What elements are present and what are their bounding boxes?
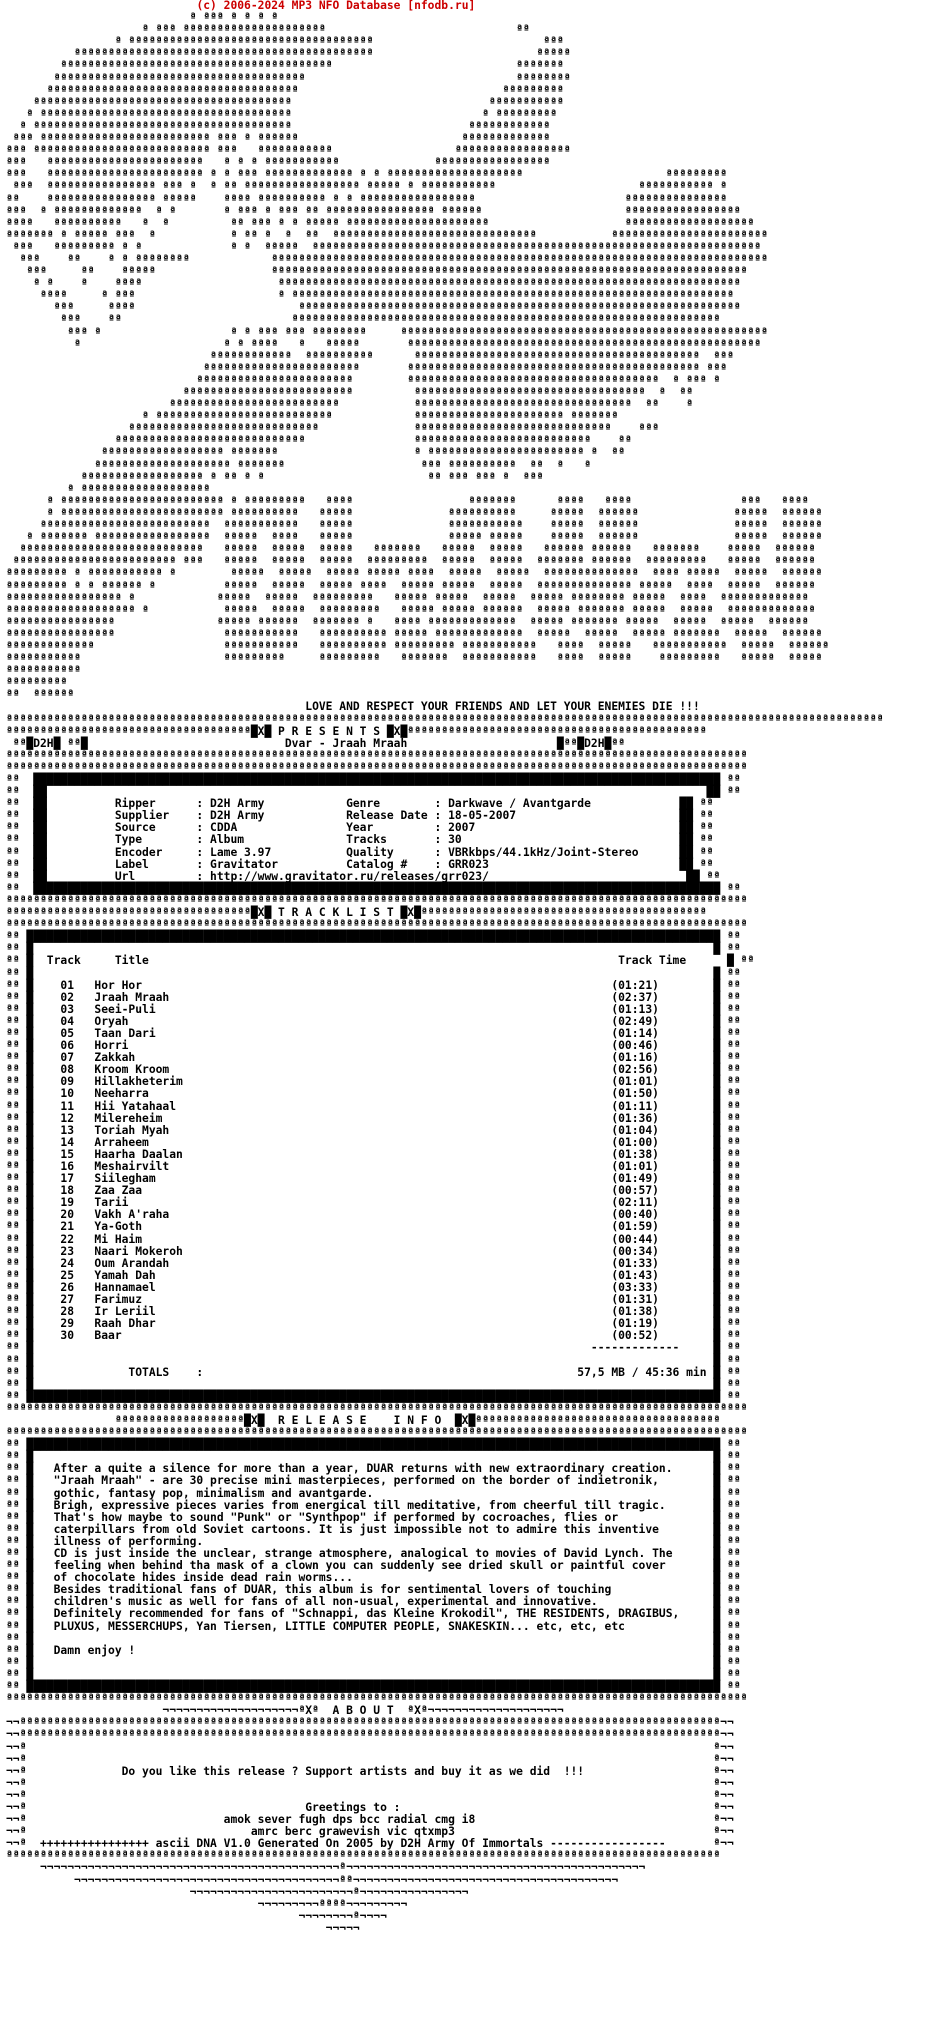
info-row: ªª ██ Type : Album Tracks : 30 ██ ªª [6, 833, 714, 847]
divider: ªªªªªªªªªªªªªªªªªªªªªªªªªªªªªªªªªªªªªªªªªªªªªªªªªªªªªªªªªªªªªªªªªªªªªªªªªªªªªªªªªªªªªªªªªªªªªªªªªªªªªªªªªªªªª [6, 1426, 748, 1440]
divider: ªªªªªªªªªªªªªªªªªªªªªªªªªªªªªªªªªªªªªªªªªªªªªªªªªªªªªªªªªªªªªªªªªªªªªªªªªªªªªªªªªªªªªªªªªªªªªªªªªªªªªªªªªªªªª [6, 760, 748, 774]
presents-divider: ªªªªªªªªªªªªªªªªªªªªªªªªªªªªªªªªªªªªªªªªªªªªªªªªªªªªªªªªªªªªªªªªªªªªªªªªªªªªªªªªªªªªªªªªªªªªªªªªªªªªªªªªªªªªªªªªªªªªªªªªªªªªªªªªª [6, 712, 884, 726]
track-row: ªª █ 03 Seei-Puli (01:13) █ ªª [6, 1002, 741, 1016]
info-row: ªª ██ Source : CDDA Year : 2007 ██ ªª [6, 821, 714, 835]
info-row: ªª ██ Ripper : D2H Army Genre : Darkwave / Avantgarde ██ ªª [6, 797, 714, 811]
box-bottom: ªª ██████████████████████████████████████████████████████████████████████████████████████████████████████ ªª [6, 1389, 741, 1403]
ascii-art-line: ªªªªªªªªªªªªªªªª ªªªªª ªªªªªª ªªªªªªª ª ªªªª ªªªªªªªªªªªªª ªªªªª ªªªªªªª ªªªªª ªªªªª ªªªªª ªªªªªª [6, 615, 809, 629]
box-top: ªª █████████████████████████████████████████████████████████████████████████████████████████████████████ ªª [6, 773, 741, 786]
track-row: ªª █ 24 Oum Arandah (01:33) █ ªª [6, 1256, 741, 1270]
release-info-title-line: ªªªªªªªªªªªªªªªªªªª█X█ R E L E A S E I N F O █X█ªªªªªªªªªªªªªªªªªªªªªªªªªªªªªªªªªªªª [6, 1413, 721, 1427]
track-row: ªª █ 06 Horri (00:46) █ ªª [6, 1039, 741, 1053]
ascii-art-line: ªªªªªªªªªªªªªªªªªªªªªªª ªªªªªªªªªªªªªªªªªªªªªªªªªªªªªªªªªªªªªªªªªªª ªªª [6, 361, 727, 375]
release-info-text: ªª █ █ ªª [6, 1631, 741, 1645]
ascii-art-line: ªªªªªªªªªªªªªªªªªªªªªªªªªªªªªªªªªªªªªªªªªªªª ªªªªª [6, 47, 571, 61]
ascii-art-line: ªªªªªªªªªªªªª ªªªªªªªªªªª ªªªªªªªªªª ªªªªªªªªª ªªªªªªªªªªª ªªªª ªªªªª ªªªªªªªªªªª ªªªªª ªªªªªª [6, 639, 829, 653]
ascii-art-line: ª ª ª ªªªª ª ªªªªª ªªªªªªªªªªªªªªªªªªªªªªªªªªªªªªªªªªªªªªªªªªªªªªªªªªªª [6, 337, 761, 351]
box-top: ªª ██████████████████████████████████████████████████████████████████████████████████████████████████████ ªª [6, 1438, 741, 1452]
ascii-art-line: ªªª ªªªªªªªªªªªªªªªªªªªªªªª ª ª ª ªªªªªªªªªªª ªªªªªªªªªªªªªªªªª [6, 156, 551, 170]
divider: ¬¬¬¬¬¬¬¬¬¬¬¬¬¬¬¬¬¬¬¬¬¬¬¬¬¬¬¬¬¬¬¬¬¬¬¬¬¬¬¬¬¬¬¬ª¬¬¬¬¬¬¬¬¬¬¬¬¬¬¬¬¬¬¬¬¬¬¬¬¬¬¬¬¬¬¬¬¬¬¬¬¬¬¬¬¬¬¬¬ [6, 1861, 646, 1875]
track-row: ªª █ 25 Yamah Dah (01:43) █ ªª [6, 1268, 741, 1282]
ascii-art-line: ªªªªªªªªªªªªªªªªªªªªªªª ªªªªªªªªªªªªªªªªªªªªªªªªªªªªªªªªªªªªª ª ªªª ª [6, 373, 721, 387]
about-edge: ¬¬ª ª¬¬ [6, 1740, 734, 1754]
ascii-logo-art [6, 12, 922, 701]
ascii-art-line: ªªª ªªªªªªªªªªªªªªªª ªªª ª ª ªª ªªªªªªªªªªªªªªªªª ªªªªª ª ªªªªªªªªªªª ªªªªªªªªªªª ª [6, 180, 727, 194]
info-row: ªª ██ Encoder : Lame 3.97 Quality : VBRkbps/44.1kHz/Joint-Stereo ██ ªª [6, 845, 714, 859]
release-info-text: ªª █ caterpillars from old Soviet cartoons. It is just impossible not to admire this inventive █ ªª [6, 1522, 741, 1536]
track-row: ªª █ 04 Oryah (02:49) █ ªª [6, 1014, 741, 1028]
release-info-text: ªª █ CD is just inside the unclear, strange atmosphere, analogical to movies of David Lynch. The █ ªª [6, 1547, 741, 1560]
nfo-document [6, 0, 922, 1935]
ascii-art-line: ªªªªªªª ª ªªªªª ªªª ª ª ªª ª ª ªª ªªªªªªªªªªªªªªªªªªªªªªªªªªªªªª ªªªªªªªªªªªªªªªªªªªªªªª [6, 228, 768, 242]
track-row: ªª █ 27 Farimuz (01:31) █ ªª [6, 1293, 741, 1307]
divider: ¬¬¬¬¬¬¬¬¬¬¬¬¬¬¬¬¬¬¬¬¬¬¬¬¬¬¬¬¬¬¬¬¬¬¬¬¬¬¬ªª¬¬¬¬¬¬¬¬¬¬¬¬¬¬¬¬¬¬¬¬¬¬¬¬¬¬¬¬¬¬¬¬¬¬¬¬¬¬¬ [6, 1873, 619, 1887]
release-info-text: ªª █ Definitely recommended for fans of "Schnappi, das Kleine Krokodil", THE RESIDENTS, DRAGIBUS, █ ªª [6, 1607, 741, 1621]
release-info-text: ªª █ Besides traditional fans of DUAR, this album is for sentimental lovers of touching █ ªª [6, 1583, 741, 1597]
support-line: ¬¬ª Do you like this release ? Support artists and buy it as we did !!! ª¬¬ [6, 1764, 734, 1778]
ascii-art-line: ªªªªªªªªªªªªªªªªªªªªªªªªªªªªªªªªªªªªª ªªªªªªªªª [6, 83, 564, 97]
track-row: ªª █ 09 Hillakheterim (01:01) █ ªª [6, 1075, 741, 1089]
release-info-text: ªª █ feeling when behind tha mask of a clown you can suddenly see dried skull or paintful cover █ ªª [6, 1559, 741, 1573]
box-edge: ªª █ ------------- █ ªª [6, 1341, 741, 1355]
release-info-text: ªª █ illness of performing. █ ªª [6, 1534, 741, 1548]
slogan-line [6, 701, 922, 713]
ascii-art-line: ª ªªªªªªªªªªªªªªªªªªªªªªªªªªªªªªªªªªªª ªªª [6, 35, 564, 49]
box-top: ªª ██████████████████████████████████████████████████████████████████████████████████████████████████████ ªª [6, 930, 741, 944]
release-info-text: ªª █ Brigh, expressive pieces varies from energical till meditative, from cheerful till tragic. █ ªª [6, 1498, 741, 1512]
greetings-title: ¬¬ª Greetings to : ª¬¬ [6, 1800, 734, 1814]
divider: ªªªªªªªªªªªªªªªªªªªªªªªªªªªªªªªªªªªªªªªªªªªªªªªªªªªªªªªªªªªªªªªªªªªªªªªªªªªªªªªªªªªªªªªªªªªªªªªªªªªªªªªªªªªªª [6, 748, 748, 762]
track-row: ªª █ 13 Toriah Myah (01:04) █ ªª [6, 1123, 741, 1137]
track-row: ªª █ 21 Ya-Goth (01:59) █ ªª [6, 1220, 741, 1234]
divider: ¬¬¬¬¬¬¬¬ª¬¬¬¬ [6, 1909, 387, 1923]
about-edge: ¬¬ª ª¬¬ [6, 1776, 734, 1790]
divider: ªªªªªªªªªªªªªªªªªªªªªªªªªªªªªªªªªªªªªªªªªªªªªªªªªªªªªªªªªªªªªªªªªªªªªªªªªªªªªªªªªªªªªªªªªªªªªªªªªªªªªªªªªªªªª [6, 1692, 748, 1706]
ascii-art-line: ªªª ªª ªªªªªªªªªªªªªªªªªªªªªªªªªªªªªªªªªªªªªªªªªªªªªªªªªªªªªªªªªªªªªªª [6, 313, 721, 327]
release-info-text: ªª █ children's music as well for fans of all non-usual, experimental and innovative. █ ªª [6, 1595, 741, 1609]
ascii-art-line: ª ªªª ªªªªªªªªªªªªªªªªªªªªª ªª [6, 23, 530, 37]
ascii-art-line: ª ªªª ª ª ª ª [6, 11, 279, 25]
ascii-art-line: ªªªªªªªªªªªªªªªª ªªªªªªªªªªª ªªªªªªªªªª ªªªªª ªªªªªªªªªªªªª ªªªªª ªªªªª ªªªªª ªªªªªªª ªªªªª ªªªªªª [6, 627, 823, 641]
about-edge: ¬¬ª ª¬¬ [6, 1788, 734, 1802]
ascii-art-line: ªªªªªªªªªªªªªªªªªªªªªªªªª ªªªªªªªªªªªªªªªªªªªªªªªªªªªªªªªªªª ª ªª [6, 386, 693, 399]
ascii-art-line: ªªªª ªªªªªªªªªª ª ª ªª ªªª ª ª ªªªªª ªªªªªªªªªªªªªªªªªªªªª ªªªªªªªªªªªªªªªªªªª [6, 216, 755, 230]
ascii-art-line: ªªªªªªªªªªªªªªªªª ª ªªªªª ªªªªª ªªªªªªªªª ªªªªª ªªªªª ªªªªª ªªªªª ªªªªªªªª ªªªªª ªªªª ªªªªªªªªªªªªª [6, 591, 809, 605]
divider: ¬¬¬¬¬¬¬¬¬¬¬¬¬¬¬¬¬¬¬¬¬¬¬¬ª¬¬¬¬¬¬¬¬¬¬¬¬¬¬¬¬ [6, 1885, 469, 1899]
divider: ¬¬¬¬¬ [6, 1921, 360, 1935]
track-row: ªª █ 10 Neeharra (01:50) █ ªª [6, 1087, 741, 1101]
ascii-art-line: ª ª ª ªªªª ªªªªªªªªªªªªªªªªªªªªªªªªªªªªªªªªªªªªªªªªªªªªªªªªªªªªªªªªªªªªªªªªªªªª [6, 277, 741, 291]
ascii-art-line: ªªªªªªªªªªªªªªªªªªªªªªªªªªªª ªªªªªªªªªªªªªªªªªªªªªªªªªª ªª [6, 434, 632, 448]
box-bottom: ªª █████████████████████████████████████████████████████████████████████████████████████████████████████ ªª [6, 881, 741, 895]
ascii-art-line: ªªªªªªªªª ª ªªªªªªªªªªª ª ªªªªª ªªªªª ªªªªª ªªªªª ªªªª ªªªªª ªªªªª ªªªªªªªªªªªªªª ªªªª ªªªªª ªªªªª ªªªªªª [6, 567, 823, 581]
divider: ªªªªªªªªªªªªªªªªªªªªªªªªªªªªªªªªªªªªªªªªªªªªªªªªªªªªªªªªªªªªªªªªªªªªªªªªªªªªªªªªªªªªªªªªªªªªªªªªªªªªªªªªªªªªª [6, 1401, 748, 1415]
info-row: ªª ██ Label : Gravitator Catalog # : GRR023 ██ ªª [6, 857, 714, 871]
box-edge: ªª ██ ██ ªª [6, 785, 741, 799]
ascii-art-line: ªªªª ª ªªª ª ªªªªªªªªªªªªªªªªªªªªªªªªªªªªªªªªªªªªªªªªªªªªªªªªªªªªªªªªªªªªªªªªª [6, 289, 734, 303]
box-edge: ªª █ █ ªª [6, 1667, 741, 1681]
track-row: ªª █ 05 Taan Dari (01:14) █ ªª [6, 1026, 741, 1040]
track-row: ªª █ 08 Kroom Kroom (02:56) █ ªª [6, 1063, 741, 1077]
track-row: ªª █ 15 Haarha Daalan (01:38) █ ªª [6, 1147, 741, 1161]
release-info-text: ªª █ gothic, fantasy pop, minimalism and avantgarde. █ ªª [6, 1486, 741, 1500]
ascii-art-line: ªªªªªªªªªªªªªªªªªªªªªªªª ªªª ªªªªª ªªªªª ªªªªª ªªªªªªªªª ªªªªª ªªªªª ªªªªªªª ªªªªªª ªªªªªªªªª ªªªªª ªªªªªª [6, 555, 816, 569]
ascii-art-line: ªªªªªªªªªªªªªªªªªªªªªªªªªªªª ªªªªªªªªªªªªªªªªªªªªªªªªªªªªª ªªª [6, 422, 659, 436]
track-row: ªª █ 11 Hii Yatahaal (01:11) █ ªª [6, 1099, 741, 1113]
ascii-art-line: ªªª ªª ªªªªª ªªªªªªªªªªªªªªªªªªªªªªªªªªªªªªªªªªªªªªªªªªªªªªªªªªªªªªªªªªªªªªªªªªªªªª [6, 265, 748, 279]
track-row: ªª █ 14 Arraheem (01:00) █ ªª [6, 1135, 741, 1149]
track-row: ªª █ 29 Raah Dhar (01:19) █ ªª [6, 1317, 741, 1331]
greetings-line: ¬¬ª amrc berc grawevish vic qtxmp3 ª¬¬ [6, 1825, 734, 1839]
ascii-art-line: ªªªªªªªªªªªªªªªªªª ªªªªªªª ª ªªªªªªªªªªªªªªªªªªªªªªª ª ªª [6, 446, 625, 460]
ascii-art-line: ª ªªªªªªªªªªªªªªªªªªªªªªªª ªªªªªªªªªª ªªªªª ªªªªªªªªªª ªªªªª ªªªªªª ªªªªª ªªªªªª [6, 506, 823, 520]
ascii-art-line: ªªªªªªªªªªªªªªªªªª ª ªª ª ª ªª ªªª ªªª ª ªªª [6, 470, 544, 484]
ascii-art-line: ª ªªªªªªªªªªªªªªªªªªª [6, 482, 211, 496]
about-title-line: ¬¬¬¬¬¬¬¬¬¬¬¬¬¬¬¬¬¬¬¬ªXª A B O U T ªXª¬¬¬¬¬¬¬¬¬¬¬¬¬¬¬¬¬¬¬¬ [6, 1704, 564, 1718]
ascii-art-line: ªªªªªªªªªªªª ªªªªªªªªªª ªªªªªªªªªªªªªªªªªªªªªªªªªªªªªªªªªªªªªªªªªª ªªª [6, 349, 734, 363]
info-url-row[interactable]: ªª ██ Url : http://www.gravitator.ru/releases/grr023/ ██ ªª [6, 869, 721, 883]
release-info-text: ªª █ "Jraah Mraah" - are 30 precise mini masterpieces, performed on the border of indietronik, █ ªª [6, 1474, 741, 1488]
box-edge: ªª █ █ ªª [6, 1353, 741, 1367]
ascii-art-line: ªªªªªªªªªªª ªªªªªªªªª ªªªªªªªªª ªªªªªªª ªªªªªªªªªªª ªªªª ªªªªª ªªªªªªªªª ªªªªª ªªªªª [6, 652, 823, 666]
divider: ¬¬ªªªªªªªªªªªªªªªªªªªªªªªªªªªªªªªªªªªªªªªªªªªªªªªªªªªªªªªªªªªªªªªªªªªªªªªªªªªªªªªªªªªªªªªªªªªªªªªªªªªªªªª¬¬ [6, 1716, 734, 1730]
track-row: ªª █ 16 Meshairvilt (01:01) █ ªª [6, 1160, 741, 1173]
ascii-art-line: ªªª ªªªªªªªªªªªªªªªªªªªªªªªªª ªªª ª ªªªªªª ªªªªªªªªªªªªª [6, 132, 551, 146]
track-row: ªª █ 07 Zakkah (01:16) █ ªª [6, 1051, 741, 1065]
ascii-art-line: ªªª ªªªªªªªªªªªªªªªªªªªªªªª ª ª ªªª ªªªªªªªªªªªªª ª ª ªªªªªªªªªªªªªªªªªªªª ªªªªªªªªª [6, 168, 727, 182]
box-edge: ªª █ █ ªª [6, 942, 741, 956]
ascii-art-line: ªª ªªªªªª [6, 688, 75, 702]
ascii-art-line: ªªªªªªªªªªªªªªªªªªªª ªªªªªªª ªªª ªªªªªªªªªª ªª ª ª [6, 458, 591, 472]
ascii-art-line: ªªª ª ª ª ªªª ªªª ªªªªªªªª ªªªªªªªªªªªªªªªªªªªªªªªªªªªªªªªªªªªªªªªªªªªªªªªªªªªªªª [6, 325, 768, 339]
release-info-text: ªª █ That's how maybe to sound "Punk" or "Synthpop" if performed by cocroaches, flies or █ ªª [6, 1510, 741, 1524]
ascii-art-line: ªªª ªªªªªªªªª ª ª ª ª ªªªªª ªªªªªªªªªªªªªªªªªªªªªªªªªªªªªªªªªªªªªªªªªªªªªªªªªªªªªªªªªªªªªªªªªª [6, 240, 761, 254]
divider: ªªªªªªªªªªªªªªªªªªªªªªªªªªªªªªªªªªªªªªªªªªªªªªªªªªªªªªªªªªªªªªªªªªªªªªªªªªªªªªªªªªªªªªªªªªªªªªªªªªªªªªªªªªªªª [6, 918, 748, 932]
ascii-art-line: ªªªªªªªªªªªªªªªªªªªªªªªªª ªªªªªªªªªªª ªªªªª ªªªªªªªªªªª ªªªªª ªªªªªª ªªªªª ªªªªªª [6, 519, 823, 533]
header-link[interactable]: (c) 2006-2024 MP3 NFO Database [nfodb.ru] [196, 0, 476, 12]
greetings-line: ¬¬ª amok sever fugh dps bcc radial cmg i8 ª¬¬ [6, 1813, 734, 1827]
divider: ¬¬ªªªªªªªªªªªªªªªªªªªªªªªªªªªªªªªªªªªªªªªªªªªªªªªªªªªªªªªªªªªªªªªªªªªªªªªªªªªªªªªªªªªªªªªªªªªªªªªªªªªªªªª¬¬ [6, 1728, 734, 1742]
ascii-art-line: ªªªªªªªªªªªªªªªªªªª ª ªªªªª ªªªªª ªªªªªªªªª ªªªªª ªªªªª ªªªªªª ªªªªª ªªªªªªª ªªªªª ªªªªª ªªªªªªªªªªªªª [6, 603, 816, 617]
ascii-art-line: ªªª ª ªªªªªªªªªªªªª ª ª ª ªªª ª ªªª ªª ªªªªªªªªªªªªªªªª ªªªªªª ªªªªªªªªªªªªªªªªª [6, 204, 741, 218]
ascii-art-line: ªªªªªªªªªªªªªªªªªªªªªªªªªªªªªªªªªªªªªªªª ªªªªªªª [6, 59, 564, 73]
divider: ªªªªªªªªªªªªªªªªªªªªªªªªªªªªªªªªªªªªªªªªªªªªªªªªªªªªªªªªªªªªªªªªªªªªªªªªªªªªªªªªªªªªªªªªªªªªªªªªªªªªªªªªª [6, 1849, 721, 1863]
tracklist-title-line: ªªªªªªªªªªªªªªªªªªªªªªªªªªªªªªªªªªªª█X█ T R A C K L I S T █X█ªªªªªªªªªªªªªªªªªªªªªªªªªªªªªªªªªªªªªªªªªª [6, 906, 707, 920]
ascii-art-line: ª ªªªªªªªªªªªªªªªªªªªªªªªªªªªªªªªªªªªªªª ªªªªªªªªªªªª [6, 119, 551, 133]
box-edge: ªª █ █ ªª [6, 1655, 741, 1669]
track-row: ªª █ 12 Milereheim (01:36) █ ªª [6, 1111, 741, 1125]
tracklist-header: ªª █ Track Title Track Time █ ªª [6, 954, 755, 968]
track-row: ªª █ 26 Hannamael (03:33) █ ªª [6, 1280, 741, 1294]
track-row: ªª █ 01 Hor Hor (01:21) █ ªª [6, 978, 741, 992]
box-edge: ªª █ █ ªª [6, 1377, 741, 1391]
ascii-art-line: ª ªªªªªªª ªªªªªªªªªªªªªªªªª ªªªªª ªªªª ªªªªª ªªªªª ªªªªª ªªªªª ªªªªªª ªªªªª ªªªªªª [6, 531, 823, 545]
ascii-art-line: ªª ªªªªªªªªªªªªªªªª ªªªªª ªªªª ªªªªªªªªªª ª ª ªªªªªªªªªªªªªªªªª ªªªªªªªªªªªªªªª [6, 192, 727, 206]
ascii-art-line: ªªª ªªªª ªªªªªªªªªªªªªªªªªªªªªªªªªªªªªªªªªªªªªªªªªªªªªªªªªªªªªªªªªªªªªªªªª [6, 301, 741, 315]
ascii-art-line: ª ªªªªªªªªªªªªªªªªªªªªªªªªªª ªªªªªªªªªªªªªªªªªªªªªª ªªªªªªª [6, 410, 619, 424]
divider: ªªªªªªªªªªªªªªªªªªªªªªªªªªªªªªªªªªªªªªªªªªªªªªªªªªªªªªªªªªªªªªªªªªªªªªªªªªªªªªªªªªªªªªªªªªªªªªªªªªªªªªªªªªªªª [6, 893, 748, 907]
release-info-text: ªª █ PLUXUS, MESSERCHUPS, Yan Tiersen, LITTLE COMPUTER PEOPLE, SNAKESKIN... etc, etc, etc █ ªª [6, 1619, 741, 1633]
release-info-text: ªª █ Damn enjoy ! █ ªª [6, 1643, 741, 1657]
release-title-line: ªª█D2H█ ªª█ Dvar - Jraah Mraah █ªª█D2H█ªª [6, 736, 625, 750]
ascii-art-line: ªªª ªª ª ª ªªªªªªªª ªªªªªªªªªªªªªªªªªªªªªªªªªªªªªªªªªªªªªªªªªªªªªªªªªªªªªªªªªªªªªªªªªªªªªªªªª [6, 252, 768, 266]
ascii-art-line: ªªªªªªªªªªªªªªªªªªªªªªªªªªªªªªªªªªªªª ªªªªªªªª [6, 71, 571, 85]
release-info-text: ªª █ After a quite a silence for more than a year, DUAR returns with new extraordinary creation. █ ªª [6, 1462, 741, 1476]
track-row: ªª █ 28 Ir Leriil (01:38) █ ªª [6, 1305, 741, 1319]
track-row: ªª █ 30 Baar (00:52) █ ªª [6, 1329, 741, 1343]
track-row: ªª █ 02 Jraah Mraah (02:37) █ ªª [6, 990, 741, 1004]
about-edge: ¬¬ª ª¬¬ [6, 1752, 734, 1766]
footer-line: ¬¬ª ++++++++++++++++ ascii DNA V1.0 Generated On 2005 by D2H Army Of Immortals ----------------- ª¬¬ [6, 1837, 734, 1851]
ascii-art-line: ªªªªªªªªª [6, 676, 68, 690]
slogan: LOVE AND RESPECT YOUR FRIENDS AND LET YOUR ENEMIES DIE !!! [305, 700, 700, 714]
info-row: ªª ██ Supplier : D2H Army Release Date : 18-05-2007 ██ ªª [6, 809, 714, 823]
track-row: ªª █ 17 Siilegham (01:49) █ ªª [6, 1172, 741, 1186]
ascii-art-line: ªªªªªªªªªªªªªªªªªªªªªªªªªªªªªªªªªªªªªª ªªªªªªªªªªª [6, 95, 564, 109]
box-bottom: ªª ██████████████████████████████████████████████████████████████████████████████████████████████████████ ªª [6, 1680, 741, 1694]
ascii-art-line: ªªªªªªªªªªªªªªªªªªªªªªªªª ªªªªªªªªªªªªªªªªªªªªªªªªªªªªªªªª ªª ª [6, 398, 693, 412]
presents-title-line: ªªªªªªªªªªªªªªªªªªªªªªªªªªªªªªªªªªªª█X█ P R E S E N T S █X█ªªªªªªªªªªªªªªªªªªªªªªªªªªªªªªªªªªªªªªªªªªªª [6, 724, 707, 738]
release-info-text: ªª █ of chocolate hides inside dead rain worms... █ ªª [6, 1571, 741, 1585]
box-edge: ªª █ █ ªª [6, 966, 741, 980]
ascii-art-line: ªªª ªªªªªªªªªªªªªªªªªªªªªªªªªª ªªª ªªªªªªªªªªª ªªªªªªªªªªªªªªªªª [6, 144, 571, 158]
ascii-art-line: ª ªªªªªªªªªªªªªªªªªªªªªªªªªªªªªªªªªªªªª ª ªªªªªªªªª [6, 107, 557, 121]
ascii-art-line: ªªªªªªªªªªªªªªªªªªªªªªªªªªª ªªªªª ªªªªª ªªªªª ªªªªªªª ªªªªª ªªªªª ªªªªªª ªªªªªª ªªªªªªª ªªªªª ªªªªªª [6, 543, 816, 557]
track-row: ªª █ 20 Vakh A'raha (00:40) █ ªª [6, 1208, 741, 1222]
track-row: ªª █ 22 Mi Haim (00:44) █ ªª [6, 1232, 741, 1246]
track-row: ªª █ 19 Tarii (02:11) █ ªª [6, 1196, 741, 1210]
divider: ¬¬¬¬¬¬¬¬¬ªªªª¬¬¬¬¬¬¬¬¬ [6, 1897, 408, 1911]
ascii-art-line: ª ªªªªªªªªªªªªªªªªªªªªªªªª ª ªªªªªªªªª ªªªª ªªªªªªª ªªªª ªªªª ªªª ªªªª [6, 494, 809, 508]
ascii-art-line: ªªªªªªªªªªª [6, 664, 81, 678]
totals-row: ªª █ TOTALS : 57,5 MB / 45:36 min █ ªª [6, 1365, 741, 1379]
track-row: ªª █ 18 Zaa Zaa (00:57) █ ªª [6, 1184, 741, 1198]
track-row: ªª █ 23 Naari Mokeroh (00:34) █ ªª [6, 1244, 741, 1258]
box-edge: ªª █ █ ªª [6, 1450, 741, 1464]
nfo-body [6, 726, 922, 1935]
ascii-art-line: ªªªªªªªªª ª ª ªªªªªª ª ªªªªª ªªªªª ªªªªª ªªªª ªªªªª ªªªªª ªªªªª ªªªªªªªªªªªªªª ªªªªª ªªªª ªªªªª ªªªªªª [6, 579, 816, 593]
